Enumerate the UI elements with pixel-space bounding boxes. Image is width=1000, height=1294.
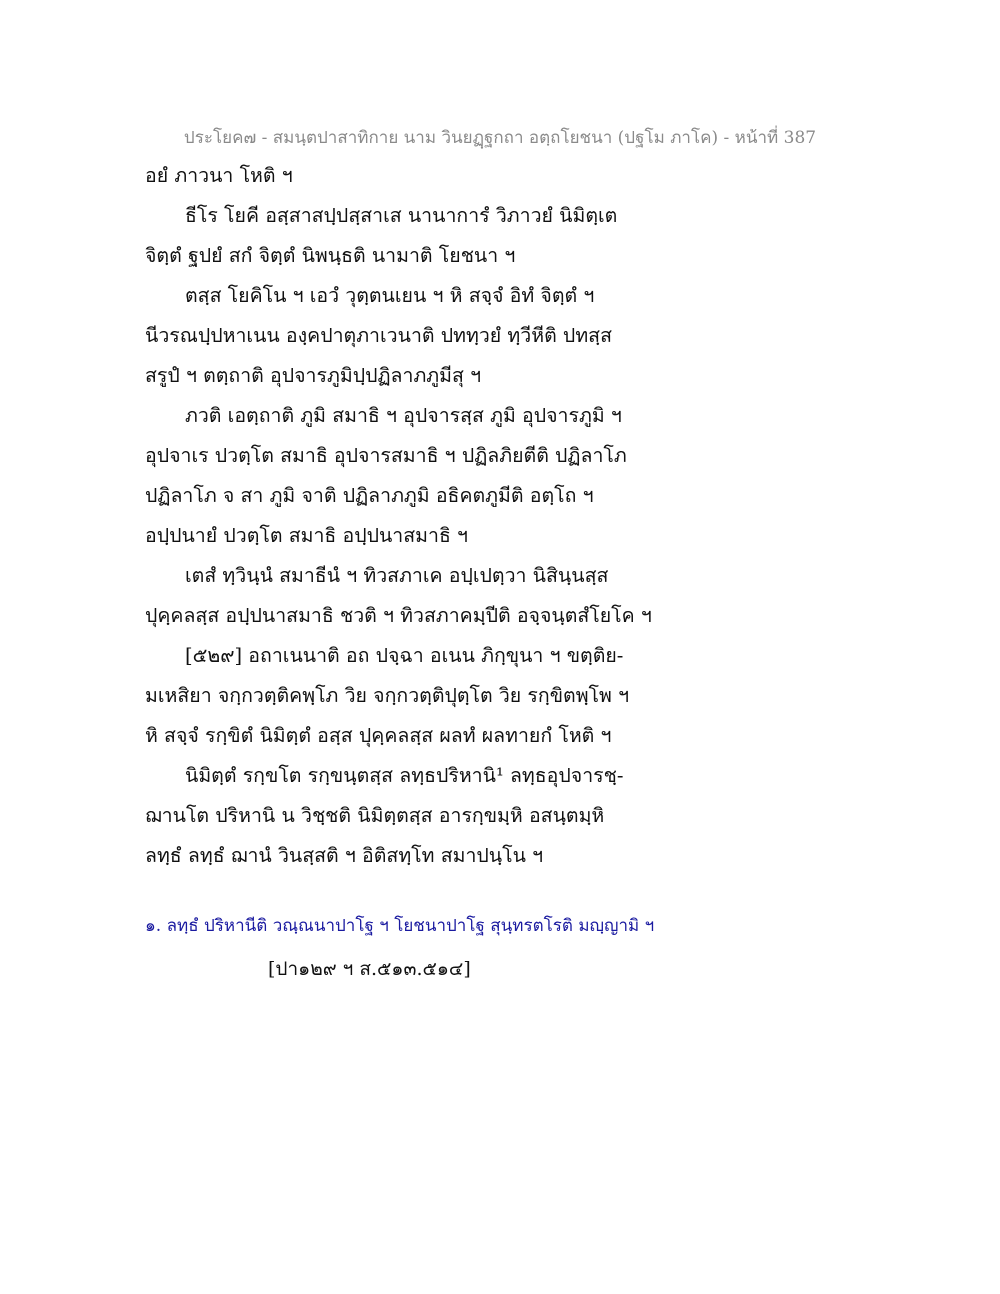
- text-line: ปุคฺคลสฺส อปฺปนาสมาธิ ชวติ ฯ ทิวสภาคมฺปีติ อจฺจนฺตสํโยโค ฯ: [145, 604, 652, 627]
- page-header: ประโยค๗ - สมนฺตปาสาทิกาย นาม วินยฏฺฐกถา อตฺถโยชนา (ปฐโม ภาโค) - หน้าที่ 387: [183, 128, 817, 148]
- text-line: นิมิตฺตํ รกฺขโต รกฺขนฺตสฺส ลทฺธปริหานิ¹ ลทฺธอุปจารชฺ-: [185, 764, 624, 787]
- text-line: ลทฺธํ ลทฺธํ ฌานํ วินสฺสติ ฯ อิติสทฺโท สมาปนฺโน ฯ: [145, 844, 544, 867]
- body-text: [145, 156, 865, 876]
- text-line: เตสํ ทฺวินฺนํ สมาธีนํ ฯ ทิวสภาเค อปฺเปตฺวา นิสินฺนสฺส: [185, 564, 609, 587]
- text-line: อยํ ภาวนา โหติ ฯ: [145, 164, 293, 187]
- text-line: อุปจาเร ปวตฺโต สมาธิ อุปจารสมาธิ ฯ ปฏิลภิยตีติ ปฏิลาโภ: [145, 444, 627, 467]
- text-line: ธีโร โยคี อสฺสาสปฺปสฺสาเส นานาการํ วิภาวยํ นิมิตฺเต: [185, 204, 618, 227]
- text-line: ฌานโต ปริหานิ น วิชฺชติ นิมิตฺตสฺส อารกฺขมฺหิ อสนฺตมฺหิ: [145, 804, 605, 827]
- text-line: อปฺปนายํ ปวตฺโต สมาธิ อปฺปนาสมาธิ ฯ: [145, 524, 469, 547]
- page-reference: [ปา๑๒๙ ฯ ส.๕๑๓.๕๑๔]: [268, 958, 471, 980]
- text-line: จิตฺตํ ฐปยํ สกํ จิตฺตํ นิพนฺธติ นามาติ โยชนา ฯ: [145, 244, 516, 267]
- text-line: [๕๒๙] อถาเนนาติ อถ ปจฺฉา อเนน ภิกฺขุนา ฯ ขตฺติย-: [185, 644, 624, 667]
- text-line: ภวติ เอตฺถาติ ภูมิ สมาธิ ฯ อุปจารสฺส ภูมิ อุปจารภูมิ ฯ: [185, 404, 622, 427]
- footnote: ๑. ลทฺธํ ปริหานีติ วณฺณนาปาโฐ ฯ โยชนาปาโฐ สุนฺทรตโรติ มญฺญามิ ฯ: [145, 916, 655, 936]
- text-line: หิ สจฺจํ รกฺขิตํ นิมิตฺตํ อสฺส ปุคฺคลสฺส ผลทํ ผลทายกํ โหติ ฯ: [145, 724, 612, 747]
- text-line: ปฏิลาโภ จ สา ภูมิ จาติ ปฏิลาภภูมิ อธิคตภูมีติ อตฺโถ ฯ: [145, 484, 594, 507]
- text-line: สรูปํ ฯ ตตฺถาติ อุปจารภูมิปฺปฏิลาภภูมีสุ ฯ: [145, 364, 482, 387]
- text-line: มเหสิยา จกฺกวตฺติคพฺโภ วิย จกฺกวตฺติปุตฺโต วิย รกฺขิตพฺโพ ฯ: [145, 684, 630, 707]
- text-line: ตสฺส โยคิโน ฯ เอวํ วุตฺตนเยน ฯ หิ สจฺจํ อิทํ จิตฺตํ ฯ: [185, 284, 595, 307]
- text-line: นีวรณปฺปหาเนน องฺคปาตุภาเวนาติ ปททฺวยํ ทฺวีหีติ ปทสฺส: [145, 324, 612, 347]
